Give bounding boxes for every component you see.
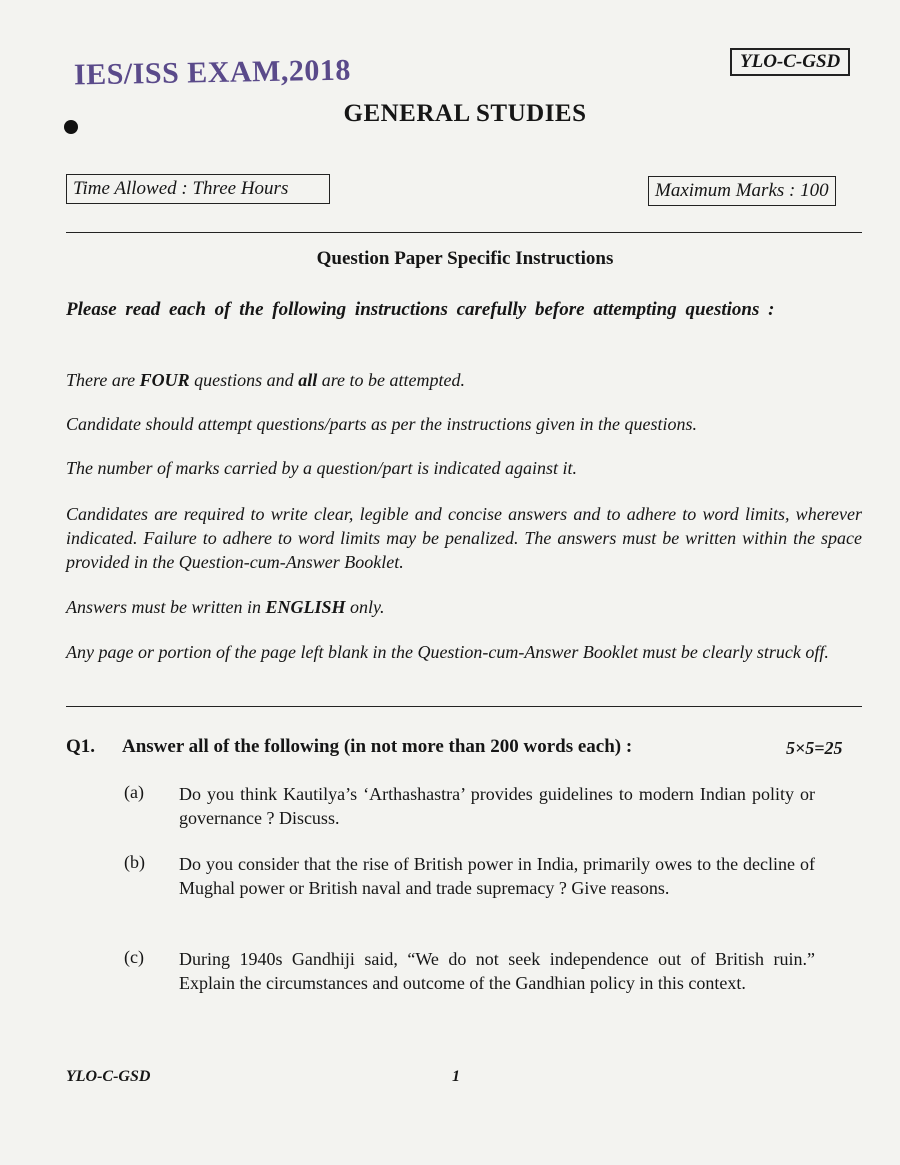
part-c-label: (c) [124, 947, 144, 967]
instruction-item-3: The number of marks carried by a question/part is indicated against it. [66, 458, 577, 478]
exam-stamp: IES/ISS EXAM,2018 [73, 53, 352, 92]
instructions-heading: Question Paper Specific Instructions [316, 248, 614, 269]
part-b-label: (b) [124, 852, 145, 872]
instructions-lead: Please read each of the following instructions carefully before attempting questions : [66, 299, 775, 320]
part-c-text: During 1940s Gandhiji said, “We do not seek independence out of British ruin.” Explain the circumstances and outcome of the Gandhian policy in this context. [179, 949, 815, 993]
instruction-item-4: Candidates are required to write clear, legible and concise answers and to adhere to word limits, wherever indicated. Failure to adhere to word limits may be penalized. The answers must be written within the space provided in the Question-cum-Answer Booklet. [66, 504, 862, 572]
instruction-1-text-c: are to be attempted. [317, 370, 465, 390]
instruction-item-1 [66, 368, 862, 392]
divider-bottom [66, 706, 862, 707]
instruction-1-text-a: There are [66, 370, 140, 390]
instruction-1-bold-a: FOUR [139, 370, 190, 390]
part-a-text: Do you think Kautilya’s ‘Arthashastra’ provides guidelines to modern Indian polity or governance ? Discuss. [179, 784, 815, 828]
instruction-item-6: Any page or portion of the page left blank in the Question-cum-Answer Booklet must be clearly struck off. [66, 642, 829, 662]
paper-code-box: YLO-C-GSD [730, 48, 850, 76]
instruction-1-bold-b: all [298, 370, 318, 390]
maximum-marks-box: Maximum Marks : 100 [648, 176, 836, 206]
divider-top [66, 232, 862, 233]
question-1-number: Q1. [66, 736, 96, 757]
instruction-item-2: Candidate should attempt questions/parts as per the instructions given in the questions. [66, 414, 697, 434]
instruction-1-text-b: questions and [189, 370, 299, 390]
question-1-marks: 5×5=25 [786, 738, 843, 758]
instruction-5-text-a: Answers must be written in [66, 597, 266, 617]
footer-page-number: 1 [452, 1068, 460, 1085]
footer-paper-code: YLO-C-GSD [66, 1068, 151, 1085]
instruction-item-5 [66, 595, 862, 619]
part-b-text: Do you consider that the rise of British power in India, primarily owes to the decline of Mughal power or British naval and trade supremacy ? Give reasons. [179, 854, 815, 898]
instruction-5-text-b: only. [345, 597, 385, 617]
part-a-label: (a) [124, 782, 144, 802]
time-allowed-box: Time Allowed : Three Hours [66, 174, 330, 204]
paper-title: GENERAL STUDIES [343, 100, 587, 127]
instruction-5-bold: ENGLISH [265, 597, 346, 617]
question-1-text: Answer all of the following (in not more than 200 words each) : [122, 736, 633, 757]
